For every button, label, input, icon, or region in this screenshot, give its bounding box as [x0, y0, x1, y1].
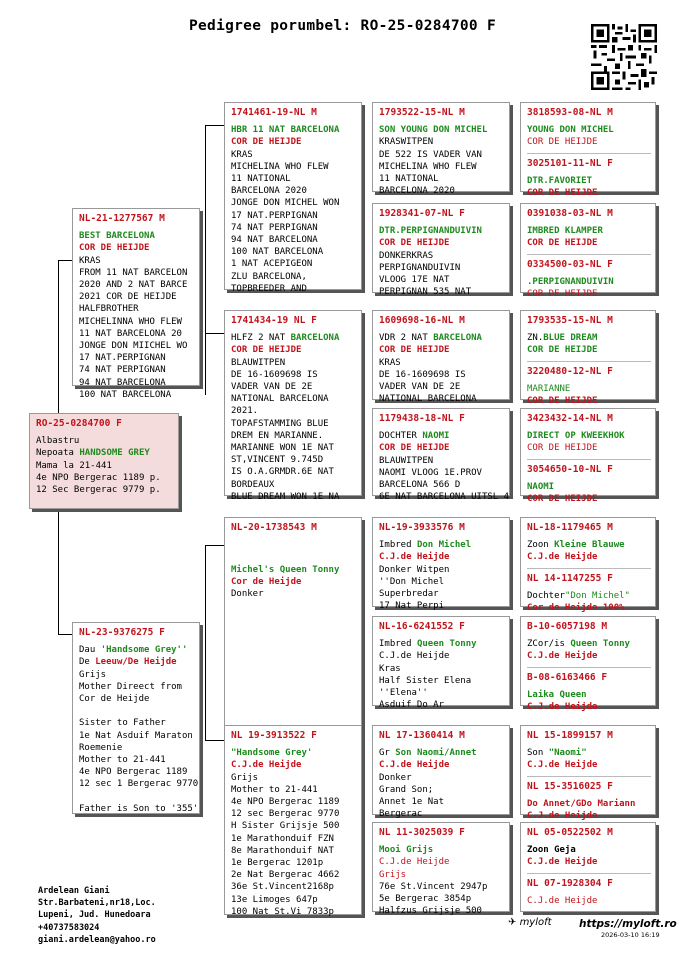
text-line: Asduif Do Ar: [379, 700, 445, 711]
logo-text: myloft: [519, 917, 552, 928]
owner-city: Lupeni, Jud. Hunedoara: [38, 910, 151, 921]
text-line: .PERPIGNANDUIVIN: [527, 276, 614, 287]
ring-number: 1741461-19-NL M: [231, 107, 317, 118]
text-line: COR DE HEIJDE: [79, 243, 150, 254]
connector-line: [205, 333, 224, 334]
text-line: BARCELONA 2020: [231, 186, 307, 197]
text-segment: Dau: [79, 645, 101, 656]
text-line: 2020 AND 2 NAT BARCE: [79, 280, 188, 291]
text-line: [79, 705, 195, 717]
text-line: [527, 590, 651, 602]
subject-box: [29, 413, 179, 509]
text-line: [231, 539, 357, 551]
ring-number: NL 17-1360414 M: [379, 730, 465, 741]
text-line: 36e St.Vincent2168p: [231, 882, 334, 893]
text-line: 2021 COR DE HEIJDE: [79, 292, 177, 303]
text-segment: C.J.de Heijde: [379, 552, 450, 563]
text-line: KRAS: [379, 357, 401, 368]
text-line: Michel's Queen Tonny: [231, 564, 340, 575]
text-line: BLAUWITPEN: [379, 455, 434, 466]
text-line: BLAUWITPEN: [231, 357, 286, 368]
ring-number: 3025101-11-NL F: [527, 153, 651, 170]
text-line: Roemenie: [79, 742, 123, 753]
text-line: NAOMI VLOOG 1E.PROV: [379, 467, 482, 478]
text-line: 12 sec 1 Bergerac 9770: [79, 779, 199, 790]
text-line: 5e Bergerac 3854p: [379, 894, 472, 905]
ring-number: NL-20-1738543 M: [231, 522, 317, 533]
ring-number: NL-21-1277567 M: [79, 213, 165, 224]
ring-number: 1928341-07-NL F: [379, 208, 465, 219]
owner-address: [38, 886, 156, 947]
text-line: COR DE HEIJDE: [527, 396, 598, 407]
text-line: [231, 551, 357, 563]
text-line: KRASWITPEN: [379, 137, 434, 148]
text-line: Grijs: [231, 772, 259, 783]
text-line: NAOMI: [527, 481, 555, 492]
text-line: C.J.de Heijde: [527, 651, 598, 662]
text-line: C.J.de Heijde: [527, 702, 598, 713]
text-line: BLUE DREAM WON 1E NA: [231, 491, 340, 502]
text-line: C.J.de Heijde: [527, 857, 598, 868]
text-segment: "Naomi": [548, 748, 587, 759]
text-line: COR DE HEIJDE: [527, 443, 598, 454]
ring-number: NL 14-1147255 F: [527, 568, 651, 585]
text-line: VADER VAN DE 2E: [231, 382, 313, 393]
text-line: Sister to Father: [79, 718, 166, 729]
text-line: DE 522 IS VADER VAN: [379, 149, 482, 160]
text-line: Donker: [379, 772, 412, 783]
text-line: COR DE HEIJDE: [379, 345, 450, 356]
text-line: KRAS: [79, 255, 101, 266]
text-line: [527, 747, 651, 759]
text-line: Laika Queen: [527, 689, 587, 700]
text-line: [79, 791, 195, 803]
text-line: [379, 332, 505, 344]
text-line: [231, 576, 357, 588]
text-line: [527, 638, 651, 650]
text-line: Mooi Grijs: [379, 845, 434, 856]
text-line: 94 NAT BARCELONA: [79, 377, 166, 388]
text-line: 1e Bergerac 1201p: [231, 858, 324, 869]
ggp-box: [372, 102, 510, 197]
text-line: DONKERKRAS: [379, 250, 434, 261]
ggp-box: [372, 517, 510, 612]
text-line: [79, 656, 195, 668]
page-title: Pedigree porumbel: RO-25-0284700 F: [188, 18, 496, 34]
text-line: MARIANNE: [527, 383, 571, 394]
gen5-pair-box: [520, 102, 656, 199]
text-line: 12 Sec Bergerac 9779 p.: [36, 485, 161, 496]
text-line: 11 NAT BARCELONA 20: [79, 328, 182, 339]
text-line: ''Elena'': [379, 688, 428, 699]
ring-number: NL-23-9376275 F: [79, 627, 165, 638]
text-segment: Zoon: [527, 540, 555, 551]
text-line: BARCELONA 566 D: [379, 480, 461, 491]
text-segment: ZCor/is: [527, 639, 571, 650]
text-segment: Nepoata: [36, 448, 80, 459]
print-date: 2026-03-10 16:19: [601, 931, 660, 939]
owner-street: Str.Barbateni,nr18,Loc.: [38, 898, 156, 909]
connector-line: [205, 545, 224, 546]
text-line: Grijs: [79, 669, 107, 680]
text-line: Halfzus Grijsje 500: [379, 906, 482, 917]
ggp-box: [372, 203, 510, 298]
qr-code-icon: [591, 24, 657, 90]
text-segment: NAOMI: [422, 431, 450, 442]
text-line: ST,VINCENT 9.745D: [231, 455, 324, 466]
text-line: COR DE HEIJDE: [527, 137, 598, 148]
ring-number: NL 15-1899157 M: [527, 730, 613, 741]
text-line: DE 16-1609698 IS: [231, 369, 318, 380]
text-line: COR DE HEIJDE: [527, 345, 598, 356]
ring-number: 0391038-03-NL M: [527, 208, 613, 219]
text-line: C.J.de Heijde: [527, 811, 598, 822]
text-line: BEST BARCELONA: [79, 231, 155, 242]
text-line: PERPIGNANDUIVIN: [379, 262, 461, 273]
text-line: DTR.PERPIGNANDUIVIN: [379, 226, 482, 237]
ring-number: 0334500-03-NL F: [527, 254, 651, 271]
text-segment: Leeuw/De Heijde: [95, 657, 177, 668]
text-line: [379, 539, 505, 551]
text-line: 11 NATIONAL: [379, 174, 439, 185]
text-line: H Sister Grijsje 500: [231, 821, 340, 832]
connector-line: [205, 740, 224, 741]
text-line: 8e Marathonduif NAT: [231, 845, 334, 856]
text-segment: Kleine Blauwe: [554, 540, 625, 551]
text-segment: VDR 2 NAT: [379, 333, 434, 344]
text-segment: Dochter: [527, 590, 565, 601]
ring-number: 1609698-16-NL M: [379, 315, 465, 326]
ring-number: 1793535-15-NL M: [527, 315, 613, 326]
ring-number: NL-18-1179465 M: [527, 522, 613, 533]
text-segment: DOCHTER: [379, 431, 423, 442]
ggp-box: [372, 310, 510, 405]
connector-line: [58, 260, 72, 261]
text-line: Grand Son;: [379, 784, 434, 795]
ring-number: NL 15-3516025 F: [527, 776, 651, 793]
ring-number: NL 11-3025039 F: [379, 827, 465, 838]
gen5-pair-box: [520, 616, 656, 713]
gen5-pair-box: [520, 203, 656, 300]
text-segment: HLFZ 2 NAT: [231, 333, 291, 344]
text-line: 100 Nat St.Vi 7833p: [231, 906, 334, 917]
text-line: TOPBREEDER AND: [231, 283, 307, 294]
text-line: 4e NPO Bergerac 1189: [231, 797, 340, 808]
text-line: C.J.de Heijde: [379, 760, 450, 771]
text-line: Albastru: [36, 436, 80, 447]
ring-number: B-08-6163466 F: [527, 667, 651, 684]
ggp-box: [372, 822, 510, 917]
text-segment: Gr: [379, 748, 396, 759]
connector-line: [205, 125, 224, 126]
ring-number: NL-19-3933576 M: [379, 522, 465, 533]
text-line: 1e Nat Asduif Maraton: [79, 730, 193, 741]
text-line: C.J.de Heijde: [379, 651, 450, 662]
text-line: Donker: [231, 588, 264, 599]
text-line: BORDEAUX: [231, 479, 275, 490]
text-line: [527, 332, 651, 344]
dam-box: [72, 622, 200, 814]
text-line: KRAS: [231, 149, 253, 160]
text-line: 2e Nat Bergerac 4662: [231, 870, 340, 881]
text-line: VLOOG 17E NAT: [379, 275, 450, 286]
text-line: MARIANNE WON 1E NAT: [231, 443, 334, 454]
text-line: HBR 11 NAT BARCELONA: [231, 125, 340, 136]
text-line: Donker Witpen: [379, 564, 450, 575]
owner-name: Ardelean Giani: [38, 886, 110, 896]
text-segment: 'Handsome Grey'': [100, 645, 188, 656]
sire-dam-box: [224, 310, 362, 502]
ring-number: NL 19-3913522 F: [231, 730, 317, 741]
text-line: COR DE HEIJDE: [231, 137, 302, 148]
text-line: VADER VAN DE 2E: [379, 382, 461, 393]
text-line: Mother Direect from: [79, 681, 182, 692]
text-line: COR DE HEIJDE: [527, 494, 598, 505]
ring-number: 1741434-19 NL F: [231, 315, 317, 326]
text-line: 12 sec Bergerac 9770: [231, 809, 340, 820]
gen5-pair-box: [520, 408, 656, 505]
text-line: FROM 11 NAT BARCELON: [79, 267, 188, 278]
text-segment: BLUE DREAM: [543, 333, 598, 344]
ring-number: 3220480-12-NL F: [527, 361, 651, 378]
text-line: Do Annet/GDo Mariann: [527, 798, 636, 809]
text-segment: HANDSOME GREY: [79, 448, 150, 459]
text-line: 4e NPO Bergerac 1189: [79, 767, 188, 778]
text-line: [79, 644, 195, 656]
dam-sire-box: [224, 517, 362, 735]
ring-number: NL 07-1928304 F: [527, 873, 651, 890]
text-line: DIRECT OP KWEEKHOK: [527, 431, 625, 442]
ring-number: NL-16-6241552 F: [379, 621, 465, 632]
text-line: [379, 551, 505, 563]
text-segment: Queen Tonny: [416, 639, 477, 650]
pigeon-icon: ✈: [508, 917, 520, 928]
text-line: JONGE DON MIICHEL WO: [79, 341, 188, 352]
text-segment: Queen Tonny: [570, 639, 630, 650]
text-line: COR DE HEIJDE: [231, 345, 302, 356]
text-segment: Son Naomi/Annet: [395, 748, 477, 759]
text-line: 17 NAT.PERPIGNAN: [79, 353, 166, 364]
site-link[interactable]: https://myloft.ro: [579, 918, 677, 930]
text-line: Bergerac: [379, 809, 423, 820]
text-line: IMBRED KLAMPER: [527, 226, 603, 237]
text-line: TOPAFSTAMMING BLUE: [231, 418, 329, 429]
text-line: 2021.: [231, 406, 259, 417]
text-line: 74 NAT PERPIGNAN: [79, 365, 166, 376]
text-line: PERPIGNAN 535 NAT: [379, 287, 472, 298]
owner-email[interactable]: giani.ardelean@yahoo.ro: [38, 934, 156, 945]
text-line: SON YOUNG DON MICHEL: [379, 125, 488, 136]
ring-number: NL 05-0522502 M: [527, 827, 613, 838]
text-line: 74 NAT PERPIGNAN: [231, 222, 318, 233]
text-line: C.J.de Heijde: [231, 760, 302, 771]
text-line: ZLU BARCELONA,: [231, 271, 307, 282]
text-line: MICHELINNA WHO FLEW: [79, 316, 182, 327]
text-line: Mama la 21-441: [36, 460, 112, 471]
text-line: [231, 332, 357, 344]
text-line: Half Sister Elena: [379, 675, 472, 686]
sire-sire-box: [224, 102, 362, 294]
text-line: 17 Nat Perpi: [379, 601, 445, 612]
text-line: Mother to 21-441: [231, 784, 318, 795]
text-line: 94 NAT BARCELONA: [231, 235, 318, 246]
text-line: Kras: [379, 663, 401, 674]
dam-dam-box: [224, 725, 362, 915]
text-segment: De: [79, 657, 96, 668]
text-line: IS O.A.GRMDR.6E NAT: [231, 467, 334, 478]
text-line: 13e Limoges 647p: [231, 894, 318, 905]
gen5-pair-box: [520, 517, 656, 614]
sire-box: [72, 208, 200, 400]
text-segment: Son: [527, 748, 549, 759]
text-line: BARCELONA 2020: [379, 186, 455, 197]
ggp-box: [372, 616, 510, 711]
text-line: 6E NAT BARCELONA UITSL 4: [379, 492, 510, 503]
text-line: NATIONAL BARCELONA: [379, 394, 477, 405]
text-line: COR DE HEIJDE: [379, 443, 450, 454]
connector-line: [205, 125, 206, 395]
text-line: COR DE HEIJDE: [527, 188, 598, 199]
ggp-box: [372, 408, 510, 503]
text-line: COR DE HEIJDE: [527, 238, 598, 249]
text-line: Father is Son to '355': [79, 803, 199, 814]
text-line: DTR.FAVORIET: [527, 175, 593, 186]
text-line: Superbredar: [379, 589, 439, 600]
connector-line: [58, 634, 72, 635]
text-line: C.J.de Heijde: [527, 895, 598, 906]
text-line: [379, 638, 505, 650]
ggp-box: [372, 725, 510, 820]
text-line: Cor de Heijde 100%: [527, 603, 625, 614]
text-line: C.J.de Heijde: [379, 857, 450, 868]
text-line: Mother to 21-441: [79, 755, 166, 766]
text-segment: BARCELONA: [290, 333, 340, 344]
text-segment: BARCELONA: [433, 333, 482, 344]
text-line: [379, 430, 505, 442]
connector-line: [58, 510, 59, 635]
text-segment: Imbred: [379, 639, 417, 650]
text-line: 1 NAT ACEPIGEON: [231, 259, 313, 270]
text-line: HALFBROTHER: [79, 304, 139, 315]
ring-number: 1793522-15-NL M: [379, 107, 465, 118]
text-line: 4e NPO Bergerac 1189 p.: [36, 472, 161, 483]
connector-line: [205, 545, 206, 740]
gen5-pair-box: [520, 822, 656, 912]
text-line: Cor de Heijde: [79, 694, 150, 705]
text-line: Zoon Geja: [527, 845, 576, 856]
text-line: DREM EN MARIANNE.: [231, 430, 324, 441]
text-line: 76e St.Vincent 2947p: [379, 881, 488, 892]
ring-number: 1179438-18-NL F: [379, 413, 465, 424]
text-line: 11 NATIONAL: [231, 174, 291, 185]
text-line: COR DE HEIJDE: [379, 238, 450, 249]
text-line: 100 NAT BARCELONA: [231, 247, 324, 258]
gen5-pair-box: [520, 725, 656, 822]
text-line: [527, 539, 651, 551]
text-line: YOUNG DON MICHEL: [527, 125, 614, 136]
text-line: Annet 1e Nat: [379, 797, 445, 808]
ring-number: 3423432-14-NL M: [527, 413, 613, 424]
myloft-logo: [508, 917, 552, 928]
text-line: [36, 447, 174, 459]
text-line: 100 NAT BARCELONA: [79, 389, 172, 400]
text-segment: "Don Michel": [564, 590, 630, 601]
text-line: DE 16-1609698 IS: [379, 369, 466, 380]
text-line: COR DE HEIJDE: [527, 289, 598, 300]
owner-phone: +40737583024: [38, 922, 100, 933]
text-line: 1e Marathonduif FZN: [231, 833, 334, 844]
ring-number: RO-25-0284700 F: [36, 418, 122, 429]
text-line: Grijs: [379, 869, 407, 880]
ring-number: 3818593-08-NL M: [527, 107, 613, 118]
text-line: C.J.de Heijde: [527, 760, 598, 771]
text-segment: Cor de Heijde: [231, 576, 302, 587]
text-segment: Don Michel: [416, 540, 472, 551]
text-line: 17 NAT.PERPIGNAN: [231, 210, 318, 221]
gen5-pair-box: [520, 310, 656, 407]
ring-number: 3054650-10-NL F: [527, 459, 651, 476]
text-line: NATIONAL BARCELONA: [231, 394, 329, 405]
text-line: "Handsome Grey': [231, 748, 313, 759]
connector-line: [58, 260, 59, 415]
text-line: [379, 747, 505, 759]
text-segment: Imbred: [379, 540, 417, 551]
ring-number: B-10-6057198 M: [527, 621, 608, 632]
text-line: C.J.de Heijde: [527, 552, 598, 563]
text-segment: ZN.: [527, 333, 544, 344]
text-line: MICHELINA WHO FLEW: [379, 161, 477, 172]
text-line: JONGE DON MICHEL WON: [231, 198, 340, 209]
text-line: MICHELINA WHO FLEW: [231, 161, 329, 172]
text-line: ''Don Michel: [379, 576, 445, 587]
